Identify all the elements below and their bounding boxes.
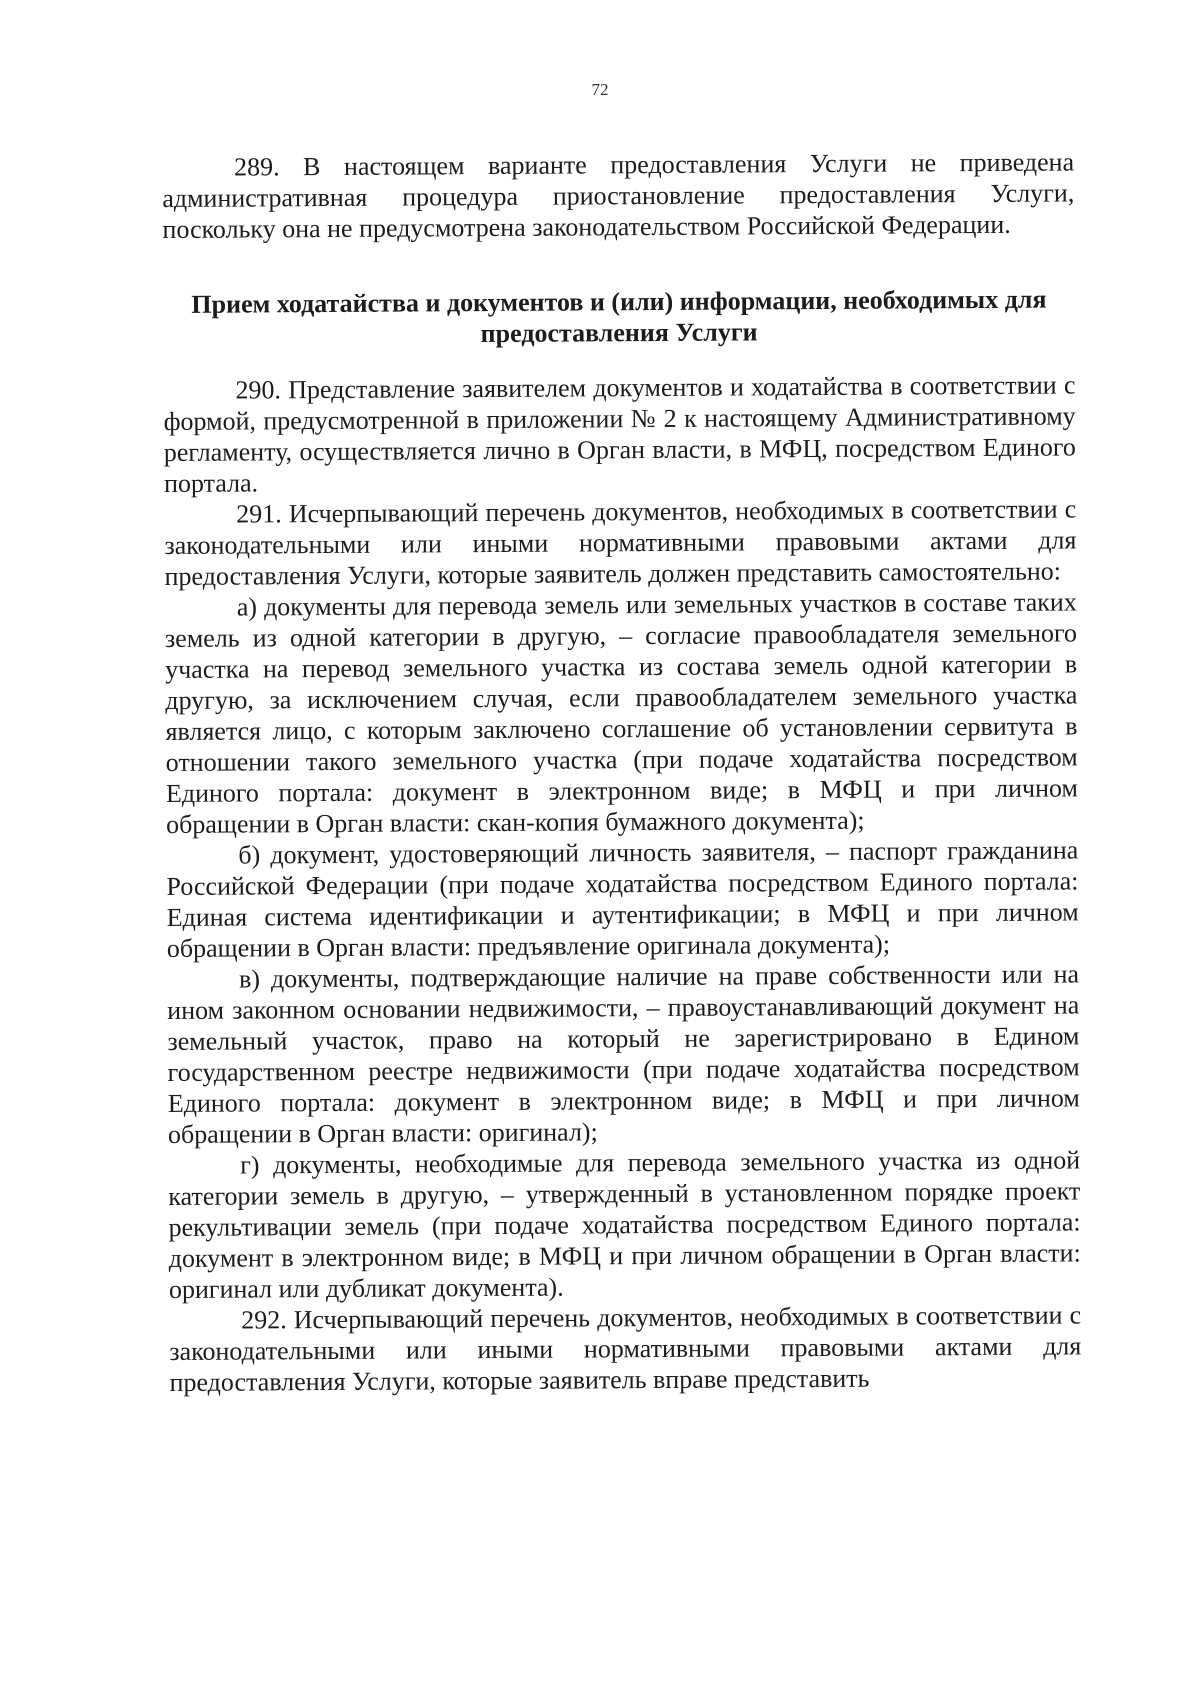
paragraph-291-g: г) документы, необходимые для перевода земельного участка из одной категории земель в другую, – утвержденный в установленном порядке проект рекультивации земель (при подаче ходатайства посредством Единого портала: документ в электронном виде; в МФЦ и при личном обращении в Орган власти: оригинал или дубликат документа). (168, 1145, 1081, 1304)
paragraph-291: 291. Исчерпывающий перечень документов, необходимых в соответствии с законодательными или иными нормативными правовыми актами для предоставления Услуги, которые заявитель должен представить самостоятельно: (164, 494, 1077, 591)
paragraph-289: 289. В настоящем варианте предоставления Услуги не приведена административная процедура приостановление предоставления Услуги, поскольку она не предусмотрена законодательством Российской Федерации. (162, 147, 1075, 244)
section-heading: Прием ходатайства и документов и (или) информации, необходимых для предоставления Услуги (191, 284, 1047, 349)
paragraph-291-b: б) документ, удостоверяющий личность заявителя, – паспорт гражданина Российской Федерации (при подаче ходатайства посредством Единого портала: Единая система идентификации и аутентификации; в МФЦ и при личном обращении в Орган власти: предъявление оригинала документа); (166, 835, 1079, 963)
page-number: 72 (591, 80, 609, 99)
document-body (162, 146, 1082, 1398)
paragraph-291-a: а) документы для перевода земель или земельных участков в составе таких земель из одной категории в другую, – согласие правообладателя земельного участка на перевод земельного участка из состава земель одной категории в другую, за исключением случая, если правообладателем земельного участка является лицо, с которым заключено соглашение об установлении сервитута в отношении такого земельного участка (при подаче ходатайства посредством Единого портала: документ в электронном виде; в МФЦ и при личном обращении в Орган власти: скан-копия бумажного документа); (164, 587, 1078, 839)
paragraph-290: 290. Представление заявителем документов и ходатайства в соответствии с формой, предусмотренной в приложении № 2 к настоящему Административному регламенту, осуществляется лично в Орган власти, в МФЦ, посредством Единого портала. (163, 370, 1076, 498)
paragraph-292: 292. Исчерпывающий перечень документов, необходимых в соответствии с законодательными или иными нормативными правовыми актами для предоставления Услуги, которые заявитель вправе представить (169, 1300, 1082, 1397)
paragraph-291-v: в) документы, подтверждающие наличие на праве собственности или на ином законном основании недвижимости, – правоустанавливающий документ на земельный участок, право на который не зарегистрировано в Едином государственном реестре недвижимости (при подаче ходатайства посредством Единого портала: документ в электронном виде; в МФЦ и при личном обращении в Орган власти: оригинал); (167, 959, 1080, 1149)
